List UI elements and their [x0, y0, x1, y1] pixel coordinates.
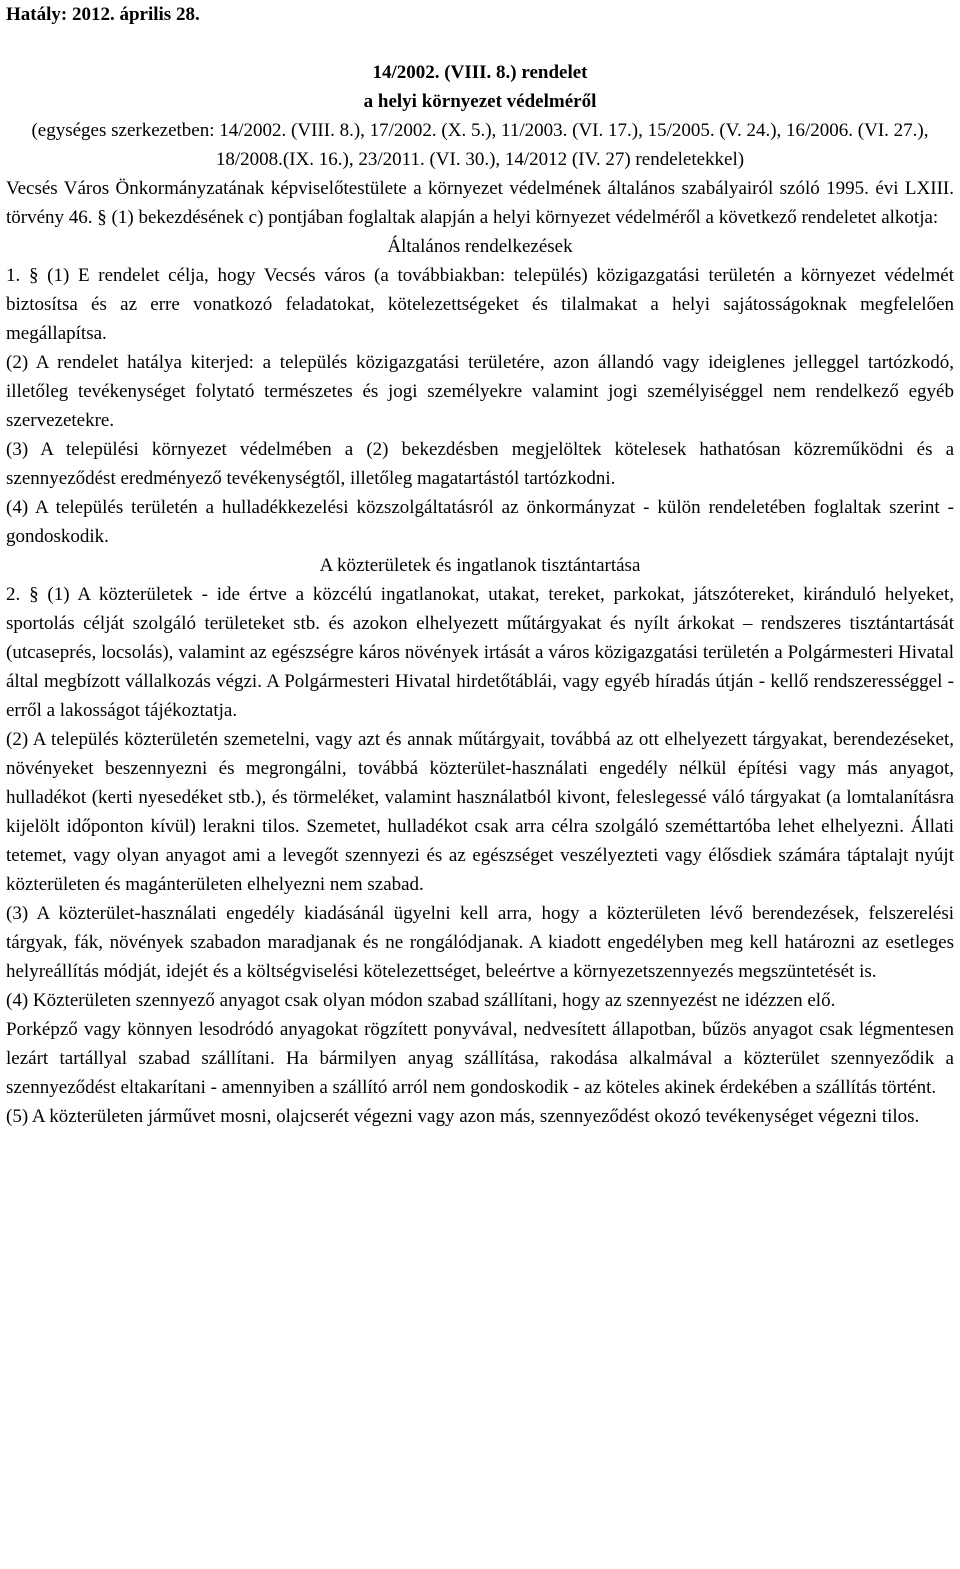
decree-number: 14/2002. (VIII. 8.) rendelet — [372, 62, 588, 83]
paragraph: (3) A közterület-használati engedély kiadásánál ügyelni kell arra, hogy a közterületen lévő berendezések, felszerelési tárgyak, fák, növények szabadon maradjanak és ne rongálódjanak. A kiadott engedélyben meg kell határozni az esetleges helyreállítás módját, idejét és a költségviselési kötelezettséget, beleértve a környezetszennyezés megszüntetését is. — [6, 903, 954, 982]
decree-subject: a helyi környezet védelméről — [363, 91, 597, 112]
paragraph: (5) A közterületen járművet mosni, olajcserét végezni vagy azon más, szennyeződést okozó tevékenységet végezni tilos. — [6, 1106, 920, 1127]
paragraph: 1. § (1) E rendelet célja, hogy Vecsés város (a továbbiakban: település) közigazgatási területén a környezet védelmét biztosítsa és az erre vonatkozó feladatokat, kötelezettségeket és tilalmakat a helyi sajátosságoknak megfelelően megállapítsa. — [6, 265, 954, 344]
paragraph: (4) Közterületen szennyező anyagot csak olyan módon szabad szállítani, hogy az szennyezést ne idézzen elő. — [6, 990, 836, 1011]
section-heading-cleaning: A közterületek és ingatlanok tisztántartása — [319, 555, 641, 576]
paragraph: (2) A rendelet hatálya kiterjed: a település közigazgatási területére, azon állandó vagy ideiglenes jelleggel tartózkodó, illetőleg tevékenységet folytató természetes és jogi személyekre valamint jogi személyiséggel nem rendelkező egyéb szervezetekre. — [6, 352, 954, 431]
document-body — [6, 174, 954, 1131]
paragraph: Porképző vagy könnyen lesodródó anyagokat rögzített ponyvával, nedvesített állapotban, bűzös anyagot csak légmentesen lezárt tartállyal szabad szállítani. Ha bármilyen anyag szállítása, rakodása alkalmával a közterület szennyeződik a szennyeződést eltakarítani - amennyiben a szállító arról nem gondoskodik - az köteles akinek érdekében a szállítás történt. — [6, 1019, 954, 1098]
paragraph: 2. § (1) A közterületek - ide értve a közcélú ingatlanokat, utakat, tereket, parkokat, játszótereket, kiránduló helyeket, sportolás célját szolgáló területeket stb. és azokon elhelyezett műtárgyakat és nyílt árkokat – rendszeres tisztántartását (utcaseprés, locsolás), valamint az egészségre káros növények irtását a város közigazgatási területén a Polgármesteri Hivatal által megbízott vállalkozás végzi. A Polgármesteri Hivatal hirdetőtáblái, vagy egyéb híradás útján - kellő rendszerességgel - erről a lakosságot tájékoztatja. — [6, 584, 954, 721]
preamble: Vecsés Város Önkormányzatának képviselőtestülete a környezet védelmének általános szabályairól szóló 1995. évi LXIII. törvény 46. § (1) bekezdésének c) pontjában foglaltak alapján a helyi környezet védelméről a következő rendeletet alkotja: — [6, 178, 954, 228]
paragraph: (4) A település területén a hulladékkezelési közszolgáltatásról az önkormányzat - külön rendeletében foglaltak szerint - gondoskodik. — [6, 497, 954, 547]
paragraph: (2) A település közterületén szemetelni, vagy azt és annak műtárgyait, továbbá az ott elhelyezett tárgyakat, berendezéseket, növényeket beszennyezni és megrongálni, továbbá közterület-használati engedély nélkül építési vagy más anyagot, hulladékot (kerti nyesedéket stb.), és törmeléket, valamint használatból kivont, feleslegessé váló tárgyakat (a lomtalanításra kijelölt időponton kívül) lerakni tilos. Szemetet, hulladékot csak arra célra szolgáló szeméttartóba lehet elhelyezni. Állati tetemet, vagy olyan anyagot ami a levegőt szennyezi és az egészséget veszélyezteti vagy élősdiek számára táptalajt nyújt közterületen és magánterületen elhelyezni nem szabad. — [6, 729, 954, 895]
section-heading-general: Általános rendelkezések — [387, 236, 573, 257]
consolidation-note: (egységes szerkezetben: 14/2002. (VIII. 8.), 17/2002. (X. 5.), 11/2003. (VI. 17.), 15/2005. (V. 24.), 16/2006. (VI. 27.), 18/2008.(IX. 16.), 23/2011. (VI. 30.), 14/2012 (IV. 27) rendeletekkel) — [31, 120, 929, 170]
paragraph: (3) A települési környezet védelmében a (2) bekezdésben megjelöltek kötelesek hathatósan közreműködni és a szennyeződést eredményező tevékenységtől, illetőleg magatartástól tartózkodni. — [6, 439, 954, 489]
effective-date: Hatály: 2012. április 28. — [6, 4, 200, 25]
title-block — [6, 58, 954, 174]
